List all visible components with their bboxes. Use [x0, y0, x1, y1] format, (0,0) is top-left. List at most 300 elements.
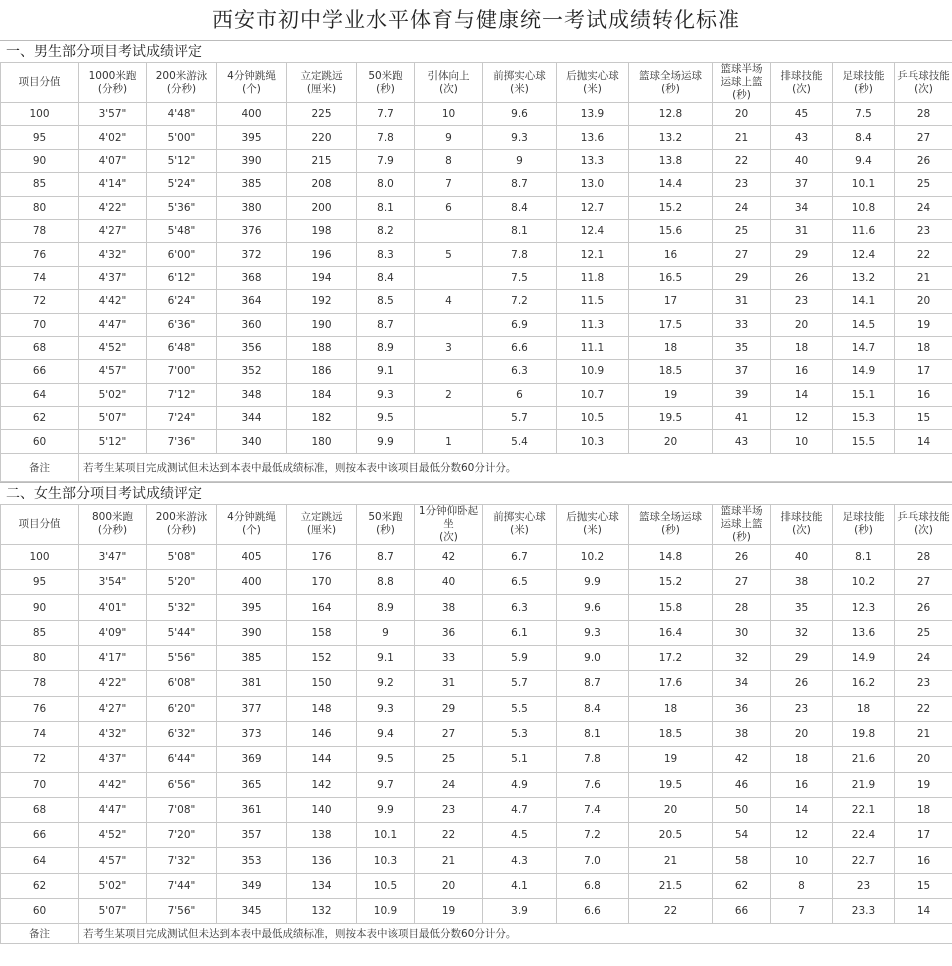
table-cell: 7.7	[357, 103, 415, 126]
column-header-line: (分秒)	[97, 82, 128, 95]
table-cell: 372	[217, 243, 287, 266]
table-cell: 7'24"	[147, 407, 217, 430]
column-header-line: (秒)	[854, 82, 873, 95]
table-row	[1, 570, 952, 595]
table-row	[1, 772, 952, 797]
score-cell: 80	[1, 196, 79, 219]
table-cell: 395	[217, 595, 287, 620]
table-cell: 348	[217, 383, 287, 406]
column-header-line: 4分钟跳绳	[227, 69, 276, 82]
table-cell: 30	[713, 620, 771, 645]
table-cell: 353	[217, 848, 287, 873]
table-cell: 8.5	[357, 290, 415, 313]
table-cell: 4'22"	[79, 196, 147, 219]
table-cell: 10.3	[357, 848, 415, 873]
table-cell: 6	[415, 196, 483, 219]
table-cell: 15.2	[629, 570, 713, 595]
column-header	[79, 504, 147, 544]
column-header-line: (分秒)	[166, 82, 197, 95]
score-cell: 74	[1, 266, 79, 289]
table-cell: 170	[287, 570, 357, 595]
table-cell: 6.6	[557, 899, 629, 924]
table-cell: 14	[895, 899, 952, 924]
table-cell: 14.9	[833, 646, 895, 671]
table-cell: 190	[287, 313, 357, 336]
table-cell: 18	[833, 696, 895, 721]
table-cell: 4'07"	[79, 149, 147, 172]
score-cell: 90	[1, 149, 79, 172]
table-cell: 24	[713, 196, 771, 219]
column-header-line: 篮球半场	[720, 63, 763, 75]
table-cell: 1	[415, 430, 483, 453]
table-cell: 6.1	[483, 620, 557, 645]
table-cell: 15.3	[833, 407, 895, 430]
column-header	[771, 63, 833, 103]
table-cell: 22.4	[833, 823, 895, 848]
table-cell: 10.2	[833, 570, 895, 595]
score-cell: 62	[1, 873, 79, 898]
column-header	[357, 63, 415, 103]
table-cell: 7'56"	[147, 899, 217, 924]
female-section-title: 二、女生部分项目考试成绩评定	[0, 482, 952, 504]
column-header-line: 1000米跑	[88, 69, 137, 82]
table-cell: 27	[415, 721, 483, 746]
table-row	[1, 671, 952, 696]
column-header-line: 乒乓球技能	[897, 69, 950, 82]
table-cell: 40	[415, 570, 483, 595]
table-cell: 9.3	[357, 383, 415, 406]
column-header-line: (米)	[510, 82, 529, 95]
table-cell: 27	[713, 243, 771, 266]
table-cell: 15.5	[833, 430, 895, 453]
table-cell: 182	[287, 407, 357, 430]
table-cell: 6'48"	[147, 336, 217, 359]
table-cell: 7.5	[483, 266, 557, 289]
table-cell: 33	[713, 313, 771, 336]
table-cell: 15.1	[833, 383, 895, 406]
table-cell: 5'07"	[79, 407, 147, 430]
table-cell: 5'08"	[147, 544, 217, 569]
column-header-line: 立定跳远	[300, 511, 343, 524]
table-cell: 6'36"	[147, 313, 217, 336]
table-cell: 357	[217, 823, 287, 848]
table-cell: 11.8	[557, 266, 629, 289]
table-cell: 19.8	[833, 721, 895, 746]
table-cell: 4'37"	[79, 266, 147, 289]
column-header	[287, 504, 357, 544]
table-cell: 138	[287, 823, 357, 848]
table-cell: 33	[415, 646, 483, 671]
table-cell: 184	[287, 383, 357, 406]
column-header-line: (次)	[792, 82, 811, 95]
column-header-line: 篮球半场	[720, 504, 763, 517]
score-cell: 100	[1, 544, 79, 569]
table-cell: 20	[895, 747, 952, 772]
table-cell: 7.2	[557, 823, 629, 848]
column-header	[629, 504, 713, 544]
table-row	[1, 360, 952, 383]
table-cell: 395	[217, 126, 287, 149]
table-cell: 4.1	[483, 873, 557, 898]
table-cell: 20	[629, 430, 713, 453]
column-header	[357, 504, 415, 544]
score-cell: 60	[1, 899, 79, 924]
column-header	[415, 504, 483, 544]
score-cell: 95	[1, 570, 79, 595]
table-cell: 368	[217, 266, 287, 289]
column-header-line: (米)	[510, 524, 529, 537]
score-cell: 100	[1, 103, 79, 126]
table-cell: 8.7	[483, 173, 557, 196]
table-cell: 5.7	[483, 407, 557, 430]
table-cell: 7'08"	[147, 797, 217, 822]
table-cell: 16.4	[629, 620, 713, 645]
table-cell: 186	[287, 360, 357, 383]
score-cell: 85	[1, 620, 79, 645]
table-row	[1, 696, 952, 721]
table-cell: 7'32"	[147, 848, 217, 873]
table-cell: 24	[895, 646, 952, 671]
table-cell: 24	[895, 196, 952, 219]
table-cell: 12.7	[557, 196, 629, 219]
table-cell: 37	[771, 173, 833, 196]
table-cell: 22.1	[833, 797, 895, 822]
table-cell: 6'08"	[147, 671, 217, 696]
table-cell: 4'01"	[79, 595, 147, 620]
table-cell: 7.8	[557, 747, 629, 772]
table-cell: 18	[895, 336, 952, 359]
table-cell: 10.9	[557, 360, 629, 383]
column-header-line: 运球上篮	[720, 517, 763, 530]
table-cell: 20.5	[629, 823, 713, 848]
table-cell: 27	[713, 570, 771, 595]
column-header-line: (次)	[439, 82, 458, 95]
table-cell: 5'20"	[147, 570, 217, 595]
column-header	[79, 63, 147, 103]
table-row	[1, 126, 952, 149]
table-cell: 6.6	[483, 336, 557, 359]
table-cell: 18	[895, 797, 952, 822]
table-cell: 13.6	[557, 126, 629, 149]
table-cell: 400	[217, 103, 287, 126]
table-cell: 7	[771, 899, 833, 924]
table-row	[1, 313, 952, 336]
column-header-line: 后抛实心球	[566, 511, 619, 524]
table-cell: 19	[415, 899, 483, 924]
column-header	[217, 504, 287, 544]
table-cell: 380	[217, 196, 287, 219]
table-cell: 9.5	[357, 747, 415, 772]
table-cell: 22	[713, 149, 771, 172]
table-row	[1, 595, 952, 620]
table-cell: 7'44"	[147, 873, 217, 898]
table-cell: 23.3	[833, 899, 895, 924]
table-cell: 10.5	[557, 407, 629, 430]
male-section-title: 一、男生部分项目考试成绩评定	[0, 40, 952, 62]
column-header	[771, 504, 833, 544]
table-row	[1, 383, 952, 406]
table-cell: 352	[217, 360, 287, 383]
table-cell: 9.1	[357, 646, 415, 671]
column-header-line: 50米跑	[368, 511, 403, 524]
score-cell: 66	[1, 360, 79, 383]
table-cell: 11.6	[833, 219, 895, 242]
table-cell: 36	[415, 620, 483, 645]
table-cell: 15.6	[629, 219, 713, 242]
table-cell: 5'02"	[79, 383, 147, 406]
table-cell: 35	[713, 336, 771, 359]
column-header-line: 200米游泳	[155, 511, 208, 524]
table-cell: 369	[217, 747, 287, 772]
table-cell	[415, 219, 483, 242]
column-header	[1, 504, 79, 544]
table-cell: 21	[713, 126, 771, 149]
table-row	[1, 747, 952, 772]
table-row	[1, 103, 952, 126]
table-cell: 360	[217, 313, 287, 336]
table-row	[1, 646, 952, 671]
table-cell: 7.6	[557, 772, 629, 797]
table-cell: 43	[771, 126, 833, 149]
table-cell: 9	[483, 149, 557, 172]
table-cell: 10.3	[557, 430, 629, 453]
column-header	[895, 63, 952, 103]
column-header-line: 50米跑	[368, 69, 403, 82]
table-cell: 21.9	[833, 772, 895, 797]
table-cell: 385	[217, 173, 287, 196]
table-cell: 376	[217, 219, 287, 242]
column-header-line: 4分钟跳绳	[227, 511, 276, 524]
table-cell: 28	[895, 103, 952, 126]
column-header-line: 后抛实心球	[566, 69, 619, 82]
table-cell: 10.1	[833, 173, 895, 196]
column-header	[287, 63, 357, 103]
column-header-line: (次)	[914, 82, 933, 95]
table-cell: 6'44"	[147, 747, 217, 772]
table-cell: 10.7	[557, 383, 629, 406]
table-cell: 8.0	[357, 173, 415, 196]
table-cell: 373	[217, 721, 287, 746]
table-cell: 7'00"	[147, 360, 217, 383]
column-header	[557, 63, 629, 103]
table-cell: 31	[713, 290, 771, 313]
table-cell: 40	[771, 544, 833, 569]
table-cell: 7'36"	[147, 430, 217, 453]
table-cell: 4.3	[483, 848, 557, 873]
table-cell: 25	[895, 620, 952, 645]
table-cell: 6'12"	[147, 266, 217, 289]
table-cell: 4'27"	[79, 219, 147, 242]
table-cell: 38	[713, 721, 771, 746]
table-cell: 14	[771, 797, 833, 822]
table-cell: 23	[713, 173, 771, 196]
table-cell: 3'54"	[79, 570, 147, 595]
column-header	[833, 504, 895, 544]
table-cell: 38	[415, 595, 483, 620]
table-cell: 9.5	[357, 407, 415, 430]
table-cell: 19.5	[629, 772, 713, 797]
column-header	[1, 63, 79, 103]
column-header-line: (秒)	[661, 82, 680, 95]
table-cell: 31	[415, 671, 483, 696]
table-cell: 43	[713, 430, 771, 453]
table-cell: 37	[713, 360, 771, 383]
table-cell: 405	[217, 544, 287, 569]
table-cell: 58	[713, 848, 771, 873]
table-cell: 16	[629, 243, 713, 266]
table-cell: 140	[287, 797, 357, 822]
table-cell: 9.3	[357, 696, 415, 721]
table-cell: 18	[629, 696, 713, 721]
table-row	[1, 620, 952, 645]
table-row	[1, 544, 952, 569]
column-header-line: 引体向上	[427, 69, 470, 82]
table-cell: 28	[895, 544, 952, 569]
table-cell: 364	[217, 290, 287, 313]
column-header-line: 乒乓球技能	[897, 511, 950, 524]
column-header	[415, 63, 483, 103]
table-cell: 17.6	[629, 671, 713, 696]
table-cell: 5.7	[483, 671, 557, 696]
column-header	[147, 504, 217, 544]
table-cell: 8.1	[557, 721, 629, 746]
table-cell: 6.9	[483, 313, 557, 336]
table-cell: 7.2	[483, 290, 557, 313]
table-row	[1, 243, 952, 266]
table-cell: 4'32"	[79, 243, 147, 266]
table-cell: 26	[771, 266, 833, 289]
column-header-line: (秒)	[732, 530, 751, 543]
column-header-line: 篮球全场运球	[639, 511, 702, 524]
page-title: 西安市初中学业水平体育与健康统一考试成绩转化标准	[212, 8, 740, 32]
table-cell: 10.5	[357, 873, 415, 898]
table-cell: 8.9	[357, 595, 415, 620]
table-cell: 40	[771, 149, 833, 172]
table-cell: 32	[771, 620, 833, 645]
table-cell: 26	[895, 595, 952, 620]
table-cell: 16.5	[629, 266, 713, 289]
score-cell: 74	[1, 721, 79, 746]
table-cell: 22	[629, 899, 713, 924]
table-cell: 7	[415, 173, 483, 196]
table-cell: 34	[713, 671, 771, 696]
table-cell: 13.3	[557, 149, 629, 172]
table-cell: 198	[287, 219, 357, 242]
table-cell: 8.3	[357, 243, 415, 266]
column-header-line: 立定跳远	[300, 69, 343, 82]
table-cell: 7.8	[357, 126, 415, 149]
table-cell: 9.0	[557, 646, 629, 671]
table-cell: 10	[771, 430, 833, 453]
table-cell: 142	[287, 772, 357, 797]
table-cell: 5.3	[483, 721, 557, 746]
table-cell: 4'42"	[79, 772, 147, 797]
table-cell: 29	[771, 243, 833, 266]
column-header	[833, 63, 895, 103]
table-cell: 10.8	[833, 196, 895, 219]
table-cell: 22	[895, 696, 952, 721]
table-row	[1, 173, 952, 196]
table-cell: 4'57"	[79, 848, 147, 873]
score-cell: 62	[1, 407, 79, 430]
table-cell: 4'17"	[79, 646, 147, 671]
table-cell: 12	[771, 823, 833, 848]
table-cell: 9	[357, 620, 415, 645]
table-cell: 4'37"	[79, 747, 147, 772]
table-cell: 15	[895, 873, 952, 898]
female-score-table	[0, 504, 952, 944]
table-cell: 345	[217, 899, 287, 924]
table-cell: 13.6	[833, 620, 895, 645]
table-cell: 38	[771, 570, 833, 595]
table-cell: 4'02"	[79, 126, 147, 149]
table-cell: 136	[287, 848, 357, 873]
table-cell: 6	[483, 383, 557, 406]
table-cell: 16	[771, 772, 833, 797]
table-cell: 12.8	[629, 103, 713, 126]
table-cell: 5	[415, 243, 483, 266]
table-cell: 3'47"	[79, 544, 147, 569]
column-header	[557, 504, 629, 544]
score-cell: 80	[1, 646, 79, 671]
table-cell: 7'12"	[147, 383, 217, 406]
table-cell: 21.6	[833, 747, 895, 772]
table-row	[1, 266, 952, 289]
table-cell: 5.4	[483, 430, 557, 453]
table-cell: 8.7	[357, 313, 415, 336]
table-cell: 8.8	[357, 570, 415, 595]
table-cell: 42	[713, 747, 771, 772]
note-label: 备注	[1, 453, 79, 481]
table-cell: 17.5	[629, 313, 713, 336]
score-cell: 70	[1, 313, 79, 336]
table-cell: 14.8	[629, 544, 713, 569]
table-cell: 400	[217, 570, 287, 595]
table-cell: 19.5	[629, 407, 713, 430]
column-header-line: 项目分值	[18, 517, 61, 530]
table-cell: 3	[415, 336, 483, 359]
table-row	[1, 899, 952, 924]
column-header-line: (次)	[914, 524, 933, 537]
column-header-line: 项目分值	[18, 76, 61, 88]
table-row	[1, 149, 952, 172]
table-cell: 13.2	[833, 266, 895, 289]
table-cell: 29	[713, 266, 771, 289]
column-header-line: 200米游泳	[155, 69, 208, 82]
table-cell: 11.5	[557, 290, 629, 313]
score-cell: 64	[1, 848, 79, 873]
table-cell: 196	[287, 243, 357, 266]
table-cell: 20	[629, 797, 713, 822]
table-cell: 9.4	[357, 721, 415, 746]
column-header-line: (次)	[439, 530, 458, 543]
table-cell: 8.7	[557, 671, 629, 696]
score-cell: 76	[1, 243, 79, 266]
table-cell: 23	[771, 290, 833, 313]
table-cell: 9.6	[483, 103, 557, 126]
table-cell: 16	[771, 360, 833, 383]
table-cell: 6.3	[483, 360, 557, 383]
table-cell: 23	[415, 797, 483, 822]
table-cell: 134	[287, 873, 357, 898]
table-row	[1, 823, 952, 848]
table-cell: 14.1	[833, 290, 895, 313]
table-cell: 13.9	[557, 103, 629, 126]
table-cell: 20	[771, 721, 833, 746]
table-cell: 5'32"	[147, 595, 217, 620]
table-cell: 6.8	[557, 873, 629, 898]
table-cell: 5'12"	[79, 430, 147, 453]
